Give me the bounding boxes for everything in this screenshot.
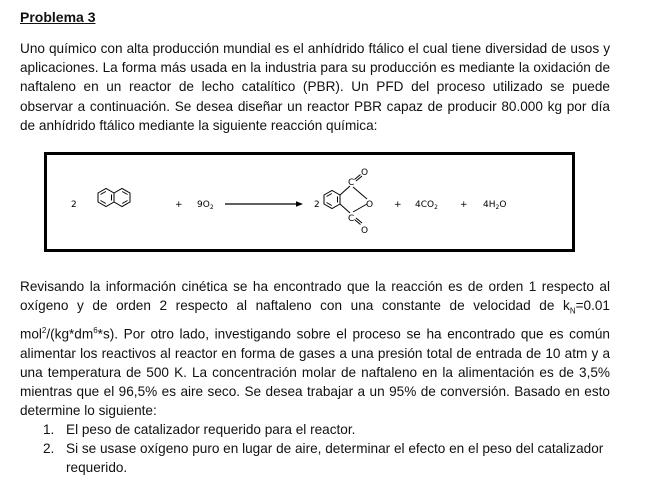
list-item <box>20 420 610 439</box>
coef-anhydride: 2 <box>314 200 320 210</box>
atom-o-top: O <box>361 168 369 178</box>
kinetics-paragraph: Revisando la información cinética se ha encontrado que la reacción es de orden 1 respecto al oxígeno y de orden 2 respecto al naftaleno con una constante de velocidad de $k_N=0.01$ $mol^2/(kg*dm^6*s)$. Por otro lado, investigando sobre el proceso se ha encontrado que es común alimentar los reactivos al reactor en forma de gases a una presión total de entrada de 10 atm y a una temperatura de 500 K. La concentración molar de naftaleno en la alimentación es de 3,5% mientras que el 96,5% es aire seco. Se desea trabajar a un 95% de conversión. Basado en esto determine lo siguiente: <box>20 279 610 419</box>
questions-list <box>20 420 610 478</box>
plus-sign-1: + <box>175 200 183 210</box>
carbon-dioxide-product: $4CO_2$ <box>415 200 438 211</box>
reaction-equation-box <box>44 152 575 252</box>
water-product: $4H_2O$ <box>483 200 507 211</box>
problem-title: Problema 3 <box>20 9 96 25</box>
list-item <box>20 439 610 477</box>
atom-c-top: C <box>348 178 355 188</box>
atom-c-bottom: C <box>348 214 355 224</box>
question-text: Si se usase oxígeno puro en lugar de aire, determinar el efecto en el peso del catalizador requerido. <box>66 441 604 476</box>
question-number: 1. <box>43 422 55 437</box>
reaction-arrow <box>225 201 303 206</box>
question-text: El peso de catalizador requerido para el reactor. <box>66 422 356 437</box>
plus-sign-3: + <box>460 200 468 210</box>
phthalic-anhydride-structure <box>324 175 367 225</box>
atom-o-ring: O <box>366 200 374 210</box>
intro-paragraph: Uno químico con alta producción mundial es el anhídrido ftálico el cual tiene diversidad de usos y aplicaciones. La forma más usada en la industria para su producción es mediante la oxidación de naftaleno en un reactor de lecho catalítico (PBR). Un PFD del proceso utilizado se puede observar a continuación. Se desea diseñar un reactor PBR capaz de producir 80.000 kg por día de anhídrido ftálico mediante la siguiente reacción química: <box>20 41 610 133</box>
coef-naphthalene: 2 <box>71 200 77 210</box>
naphthalene-structure <box>98 189 130 207</box>
oxygen-reactant: $9O_2$ <box>197 200 214 211</box>
question-number: 2. <box>43 441 55 457</box>
reaction-diagram <box>47 155 572 249</box>
plus-sign-2: + <box>394 200 402 210</box>
atom-o-bottom: O <box>361 226 369 236</box>
